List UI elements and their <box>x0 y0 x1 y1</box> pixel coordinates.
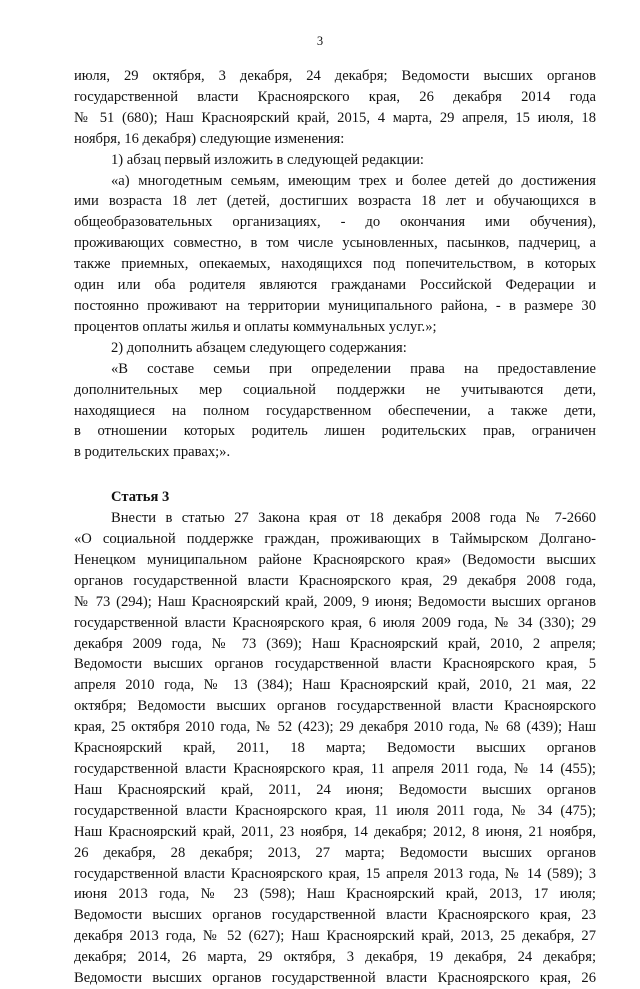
text-line: декабря 2009 года, № 73 (369); Наш Красноярский край, 2010, 2 апреля; <box>74 635 596 652</box>
text-line: общеобразовательных организациях, - до окончания ими обучения), <box>74 214 596 231</box>
text-line: ими возраста 18 лет (детей, достигших возраста 18 лет и обучающихся в <box>74 193 596 210</box>
text-line: № 73 (294); Наш Красноярский край, 2009, 9 июня; Ведомости высших органов <box>74 593 596 610</box>
paragraph-item-1 <box>74 150 596 171</box>
text-line: государственной власти Красноярского края, 11 июля 2011 года, № 34 (475); <box>74 802 596 819</box>
article-3-text <box>74 508 596 989</box>
text-line: Ведомости высших органов государственной власти Красноярского края, 23 <box>74 907 596 924</box>
paragraph-added-text <box>74 359 596 464</box>
text-line: Ведомости высших органов государственной власти Красноярского края, 5 <box>74 656 596 673</box>
text-line: постоянно проживают на территории муниципального района, - в размере 30 <box>74 297 596 314</box>
text-line: декабря; 2014, 26 марта, 29 октября, 3 декабря, 19 декабря, 24 декабря; <box>74 949 596 966</box>
text-line: декабря 2013 года, № 52 (627); Наш Красноярский край, 2013, 25 декабря, 27 <box>74 928 596 945</box>
section-spacer <box>74 463 596 485</box>
text-line: Наш Красноярский край, 2011, 24 июня; Ведомости высших органов <box>74 781 596 798</box>
paragraph-new-wording <box>74 171 596 338</box>
text-line: процентов оплаты жилья и оплаты коммунальных услуг.»; <box>74 318 437 335</box>
paragraph-item-2 <box>74 338 596 359</box>
text-line: государственной власти Красноярского края, 15 апреля 2013 года, № 14 (589); 3 <box>74 865 596 882</box>
text-line: Наш Красноярский край, 2011, 23 ноября, 14 декабря; 2012, 8 июня, 21 ноября, <box>74 823 596 840</box>
text-line: «В составе семьи при определении права на предоставление <box>111 360 596 377</box>
text-line: органов государственной власти Красноярского края, 29 декабря 2008 года, <box>74 572 596 589</box>
text-line: Внести в статью 27 Закона края от 18 декабря 2008 года № 7-2660 <box>111 510 596 527</box>
text-line: 2) дополнить абзацем следующего содержания: <box>111 339 407 356</box>
text-line: «О социальной поддержке граждан, проживающих в Таймырском Долгано- <box>74 531 596 548</box>
text-line: в родительских правах;». <box>74 444 231 461</box>
text-line: Красноярский край, 2011, 18 марта; Ведомости высших органов <box>74 740 596 757</box>
text-line: 1) абзац первый изложить в следующей редакции: <box>111 151 424 168</box>
text-line: Ненецком муниципальном районе Красноярского края» (Ведомости высших <box>74 551 596 568</box>
text-line: июня 2013 года, № 23 (598); Наш Красноярский край, 2013, 17 июля; <box>74 886 596 903</box>
text-line: в отношении которых родитель лишен родительских прав, ограничен <box>74 423 596 440</box>
document-body <box>74 66 596 989</box>
text-line: Ведомости высших органов государственной власти Красноярского края, 26 <box>74 970 596 987</box>
text-line: проживающих совместно, в том числе усыновленных, пасынков, падчериц, а <box>74 235 596 252</box>
text-line: государственной власти Красноярского края, 11 апреля 2011 года, № 14 (455); <box>74 761 596 777</box>
article-heading: Статья 3 <box>111 489 170 506</box>
text-line: июля, 29 октября, 3 декабря, 24 декабря; Ведомости высших органов <box>74 68 596 84</box>
text-line: «а) многодетным семьям, имеющим трех и более детей до достижения <box>111 172 596 189</box>
text-line: находящиеся на полном государственном обеспечении, а также дети, <box>74 402 596 419</box>
text-line: государственной власти Красноярского края, 6 июля 2009 года, № 34 (330); 29 <box>74 614 596 631</box>
text-line: дополнительных мер социальной поддержки не учитываются дети, <box>74 381 596 398</box>
text-line: ноября, 16 декабря) следующие изменения: <box>74 130 345 147</box>
text-line: апреля 2010 года, № 13 (384); Наш Красноярский край, 2010, 21 мая, 22 <box>74 677 596 694</box>
text-line: октября; Ведомости высших органов государственной власти Красноярского <box>74 698 596 715</box>
text-line: один или оба родителя являются гражданами Российской Федерации и <box>74 277 596 294</box>
page-number: 3 <box>316 34 324 48</box>
text-line: 26 декабря, 28 декабря; 2013, 27 марта; Ведомости высших органов <box>74 844 596 861</box>
paragraph-continuation <box>74 66 596 150</box>
text-line: государственной власти Красноярского края, 26 декабря 2014 года <box>74 88 596 105</box>
text-line: также приемных, опекаемых, находящихся под попечительством, в которых <box>74 256 596 273</box>
text-line: края, 25 октября 2010 года, № 52 (423); 29 декабря 2010 года, № 68 (439); Наш <box>74 719 596 736</box>
text-line: № 51 (680); Наш Красноярский край, 2015, 4 марта, 29 апреля, 15 июля, 18 <box>74 109 596 126</box>
